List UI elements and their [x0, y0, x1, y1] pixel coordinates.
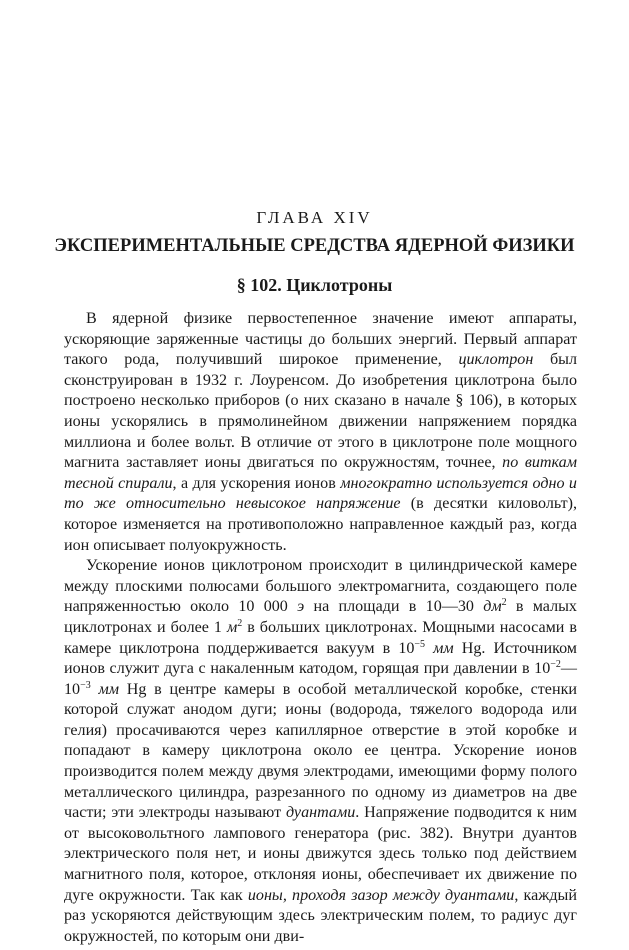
text-run: , каждый раз ускоряются действующим здесь электрическим полем, то радиус дуг окружностей, по которым они дви-	[64, 886, 577, 945]
text-run: в больших циклотронах. Мощными насосами в камере циклотрона поддерживается вакуум в 10	[64, 618, 577, 657]
chapter-title: ЭКСПЕРИМЕНТАЛЬНЫЕ СРЕДСТВА ЯДЕРНОЙ ФИЗИКИ	[54, 236, 575, 256]
text-run: Hg в центре камеры в особой металлической коробке, стенки которой служат анодом дуги; ионы (водорода, тяжелого водорода или гелия) просачиваются через капиллярное отверстие в этой коробке и попадают в камеру циклотрона около ее центра. Ускорение ионов производится полем между двумя электродами, имеющими форму полого металлического цилиндра, разрезанного по одному из диаметров на две части; эти электроды называют	[64, 680, 577, 822]
text-run: Hg. Источником ионов служит дуга с накаленным катодом, горящая при давлении в 10	[64, 639, 577, 678]
section-title: § 102. Циклотроны	[236, 275, 393, 295]
body-text	[64, 309, 577, 947]
superscript: −5	[414, 638, 426, 650]
italic-term-dees: дуантами	[286, 804, 356, 822]
superscript: 2	[237, 617, 243, 629]
text-run: в малых циклотронах и более 1	[64, 598, 577, 636]
italic-phrase-spiral: по виткам тесной спирали	[64, 454, 578, 492]
text-run	[425, 640, 433, 657]
italic-phrase-voltage: многократно используется одно и то же относительно невысокое напряжение	[64, 474, 577, 513]
paragraph-cyclotron-intro	[64, 309, 577, 556]
italic-unit-m: м	[226, 618, 238, 636]
superscript: −3	[80, 679, 91, 691]
text-run: —10	[64, 660, 577, 698]
text-run: , а для ускорения ионов	[172, 474, 341, 492]
superscript: −2	[550, 659, 561, 671]
italic-unit-mm: мм	[433, 639, 454, 657]
chapter-label: ГЛАВА XIV	[256, 208, 373, 227]
italic-unit-oersted: э	[297, 598, 305, 616]
italic-unit-mm: мм	[98, 680, 120, 698]
superscript: 2	[501, 597, 507, 609]
text-run: . Напряжение подводится к ним от высоковольтного лампового генератора (рис. 382). Внутри дуантов электрического поля нет, и ионы движутся здесь только под действием магнитного поля, которое, отклоняя ионы, обеспечивает их движение по дуге окружности. Так как	[64, 804, 577, 904]
italic-term-cyclotron: циклотрон	[458, 351, 534, 369]
italic-unit-dm: дм	[483, 598, 502, 616]
text-run: был сконструирован в 1932 г. Лоуренсом. До изобретения циклотрона было построено несколько приборов (о них сказано в начале § 106), в которых ионы ускорялись в прямолинейном движении напряжением порядка миллиона и более вольт. В отличие от этого в циклотроне поле мощного магнита заставляет ионы двигаться по окружностям, точнее,	[64, 351, 577, 472]
text-run: (в десятки киловольт), которое изменяется на противоположно направленное каждый раз, когда ион описывает полуокружность.	[64, 495, 578, 554]
italic-phrase-gap: ионы, проходя зазор между дуантами	[247, 886, 515, 904]
text-run: Ускорение ионов циклотроном происходит в цилиндрической камере между плоскими полюсами большого электромагнита, создающего поле напряженностью около 10 000	[64, 557, 577, 616]
paragraph-acceleration	[64, 556, 577, 947]
text-run: на площади в 10—30	[304, 598, 484, 616]
text-run: В ядерной физике первостепенное значение имеют аппараты, ускоряющие заряженные частицы до больших энергий. Первый аппарат такого рода, получивший широкое применение,	[64, 310, 577, 369]
